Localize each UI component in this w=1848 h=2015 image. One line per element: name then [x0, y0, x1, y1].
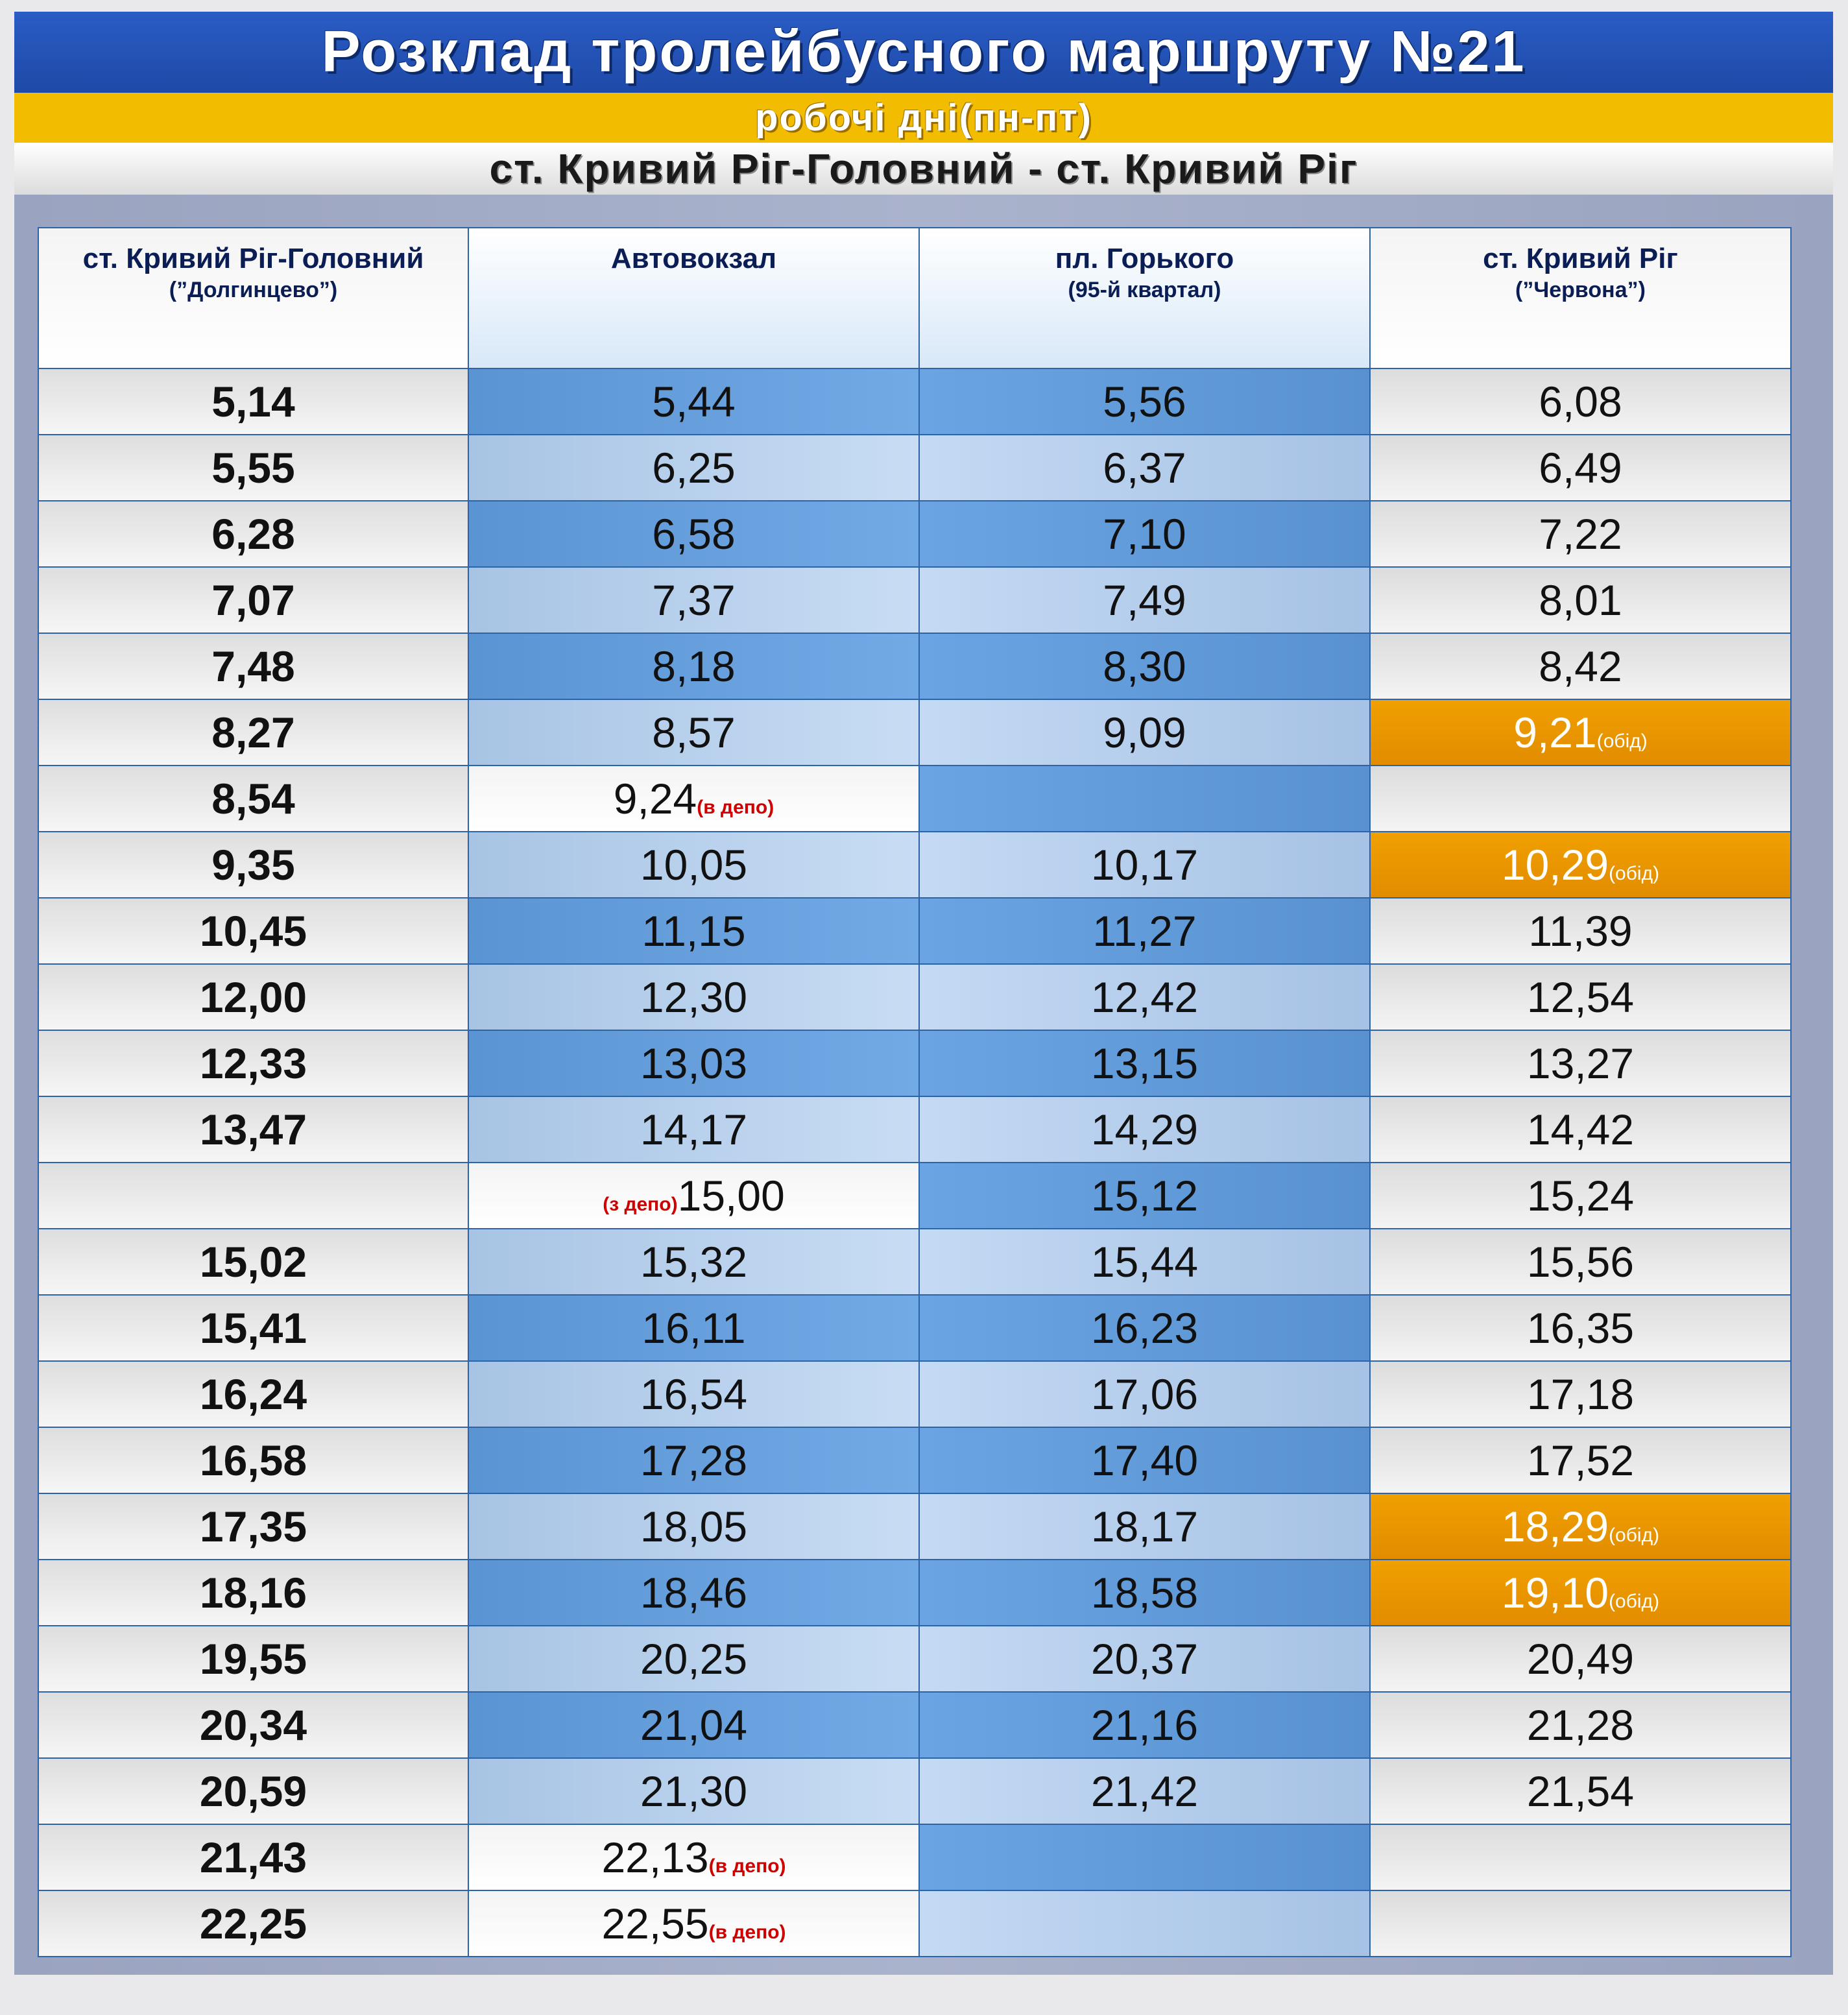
time-cell	[1370, 1890, 1791, 1957]
time-cell	[919, 766, 1370, 832]
time-cell	[1370, 1626, 1791, 1692]
departure-time: 15,00	[677, 1172, 785, 1220]
time-cell	[38, 1295, 468, 1361]
departure-time: 10,29	[1501, 841, 1609, 889]
to-depot-note: (в депо)	[697, 797, 774, 818]
time-cell	[468, 1824, 919, 1890]
time-cell	[38, 832, 468, 898]
departure-time: 7,22	[1539, 510, 1622, 558]
departure-time: 10,45	[199, 907, 307, 955]
time-cell	[468, 1758, 919, 1824]
departure-time: 20,59	[199, 1767, 307, 1815]
time-cell	[1370, 435, 1791, 501]
departure-time: 11,27	[1092, 907, 1197, 955]
time-cell	[919, 435, 1370, 501]
time-cell	[919, 1030, 1370, 1096]
departure-time: 20,37	[1090, 1635, 1199, 1683]
departure-time: 20,49	[1526, 1635, 1635, 1683]
departure-time: 8,01	[1539, 576, 1622, 624]
table-row	[38, 766, 1791, 832]
table-row	[38, 832, 1791, 898]
departure-time: 15,41	[199, 1304, 307, 1352]
table-row	[38, 1493, 1791, 1560]
time-cell	[1370, 1361, 1791, 1427]
time-cell	[468, 1427, 919, 1493]
departure-time: 21,43	[199, 1833, 307, 1881]
departure-time: 22,13	[601, 1833, 709, 1881]
time-cell	[1370, 832, 1791, 898]
table-row	[38, 1560, 1791, 1626]
departure-time: 12,00	[199, 973, 307, 1021]
departure-time: 6,37	[1103, 444, 1186, 492]
time-cell	[468, 1030, 919, 1096]
time-cell	[468, 1163, 919, 1229]
column-subname: (”Долгинцево”)	[169, 278, 338, 302]
time-cell	[919, 1560, 1370, 1626]
departure-time: 20,34	[199, 1701, 307, 1749]
time-cell	[1370, 1758, 1791, 1824]
column-header-stop-3	[919, 228, 1370, 368]
departure-time: 14,17	[640, 1105, 748, 1153]
route-bar	[14, 143, 1833, 195]
time-cell	[1370, 766, 1791, 832]
column-name: пл. Горького	[1055, 243, 1234, 274]
departure-time: 21,42	[1090, 1767, 1199, 1815]
table-row	[38, 1361, 1791, 1427]
departure-time: 7,10	[1103, 510, 1186, 558]
departure-time: 11,15	[642, 907, 746, 955]
column-subname: (95-й квартал)	[1068, 278, 1221, 302]
time-cell	[919, 1692, 1370, 1758]
time-cell	[468, 501, 919, 567]
time-cell	[919, 1361, 1370, 1427]
time-cell	[1370, 1427, 1791, 1493]
time-cell	[1370, 567, 1791, 633]
subtitle-banner	[14, 93, 1833, 143]
time-cell	[1370, 1824, 1791, 1890]
departure-time: 10,05	[640, 841, 748, 889]
page-title: Розклад тролейбусного маршруту №21	[321, 19, 1526, 84]
departure-time: 19,55	[199, 1635, 307, 1683]
departure-time: 9,09	[1103, 708, 1186, 756]
time-cell	[1370, 1096, 1791, 1163]
table-row	[38, 1890, 1791, 1957]
from-depot-note: (з депо)	[603, 1194, 678, 1215]
lunch-note: (обід)	[1609, 863, 1660, 884]
time-cell	[468, 832, 919, 898]
time-cell	[38, 368, 468, 435]
time-cell	[919, 699, 1370, 766]
time-cell	[38, 435, 468, 501]
departure-time: 13,03	[640, 1039, 748, 1087]
table-row	[38, 1229, 1791, 1295]
time-cell	[1370, 1692, 1791, 1758]
time-cell	[919, 501, 1370, 567]
table-row	[38, 898, 1791, 964]
column-header-stop-4	[1370, 228, 1791, 368]
time-cell	[468, 567, 919, 633]
time-cell	[38, 633, 468, 699]
time-cell	[919, 832, 1370, 898]
departure-time: 22,55	[601, 1900, 709, 1948]
time-cell	[468, 435, 919, 501]
time-cell	[1370, 1295, 1791, 1361]
table-row	[38, 368, 1791, 435]
departure-time: 17,06	[1090, 1370, 1199, 1418]
time-cell	[1370, 1163, 1791, 1229]
time-cell	[1370, 633, 1791, 699]
departure-time: 15,44	[1090, 1238, 1199, 1286]
departure-time: 5,44	[652, 378, 736, 426]
departure-time: 16,54	[640, 1370, 748, 1418]
time-cell	[468, 1692, 919, 1758]
departure-time: 18,46	[640, 1569, 748, 1617]
departure-time: 16,35	[1526, 1304, 1635, 1352]
time-cell	[468, 964, 919, 1030]
departure-time: 18,17	[1090, 1502, 1199, 1550]
departure-time: 15,12	[1090, 1172, 1199, 1220]
table-row	[38, 1626, 1791, 1692]
departure-time: 18,05	[640, 1502, 748, 1550]
departure-time: 13,15	[1090, 1039, 1199, 1087]
time-cell	[38, 567, 468, 633]
departure-time: 6,25	[652, 444, 736, 492]
route-name: ст. Кривий Ріг-Головний - ст. Кривий Ріг	[489, 145, 1358, 192]
departure-time: 8,42	[1539, 642, 1622, 690]
time-cell	[38, 501, 468, 567]
time-cell	[468, 1890, 919, 1957]
lunch-note: (обід)	[1609, 1591, 1660, 1612]
time-cell	[38, 1030, 468, 1096]
column-subname: (”Червона”)	[1515, 278, 1646, 302]
time-cell	[1370, 699, 1791, 766]
departure-time: 10,17	[1090, 841, 1199, 889]
time-cell	[919, 964, 1370, 1030]
departure-time: 21,54	[1526, 1767, 1635, 1815]
departure-time: 8,18	[652, 642, 736, 690]
departure-time: 15,02	[199, 1238, 307, 1286]
time-cell	[38, 1096, 468, 1163]
time-cell	[468, 1361, 919, 1427]
title-banner	[14, 12, 1833, 93]
time-cell	[38, 1560, 468, 1626]
time-cell	[468, 1295, 919, 1361]
time-cell	[38, 1427, 468, 1493]
table-row	[38, 699, 1791, 766]
header-row	[38, 228, 1791, 368]
time-cell	[468, 1096, 919, 1163]
time-cell	[38, 1692, 468, 1758]
departure-time: 8,54	[211, 775, 295, 823]
time-cell	[1370, 1030, 1791, 1096]
time-cell	[919, 567, 1370, 633]
departure-time: 8,27	[211, 708, 295, 756]
time-cell	[38, 964, 468, 1030]
time-cell	[919, 1493, 1370, 1560]
departure-time: 5,14	[211, 378, 295, 426]
departure-time: 17,18	[1526, 1370, 1635, 1418]
departure-time: 21,16	[1090, 1701, 1199, 1749]
departure-time: 8,57	[652, 708, 736, 756]
table-row	[38, 633, 1791, 699]
departure-time: 7,07	[211, 576, 295, 624]
departure-time: 16,11	[642, 1304, 746, 1352]
departure-time: 17,28	[640, 1436, 748, 1484]
table-row	[38, 1824, 1791, 1890]
departure-time: 21,28	[1526, 1701, 1635, 1749]
table-row	[38, 567, 1791, 633]
time-cell	[919, 1295, 1370, 1361]
departure-time: 13,27	[1526, 1039, 1635, 1087]
time-cell	[919, 1890, 1370, 1957]
departure-time: 12,30	[640, 973, 748, 1021]
departure-time: 14,29	[1090, 1105, 1199, 1153]
time-cell	[919, 1626, 1370, 1692]
departure-time: 6,28	[211, 510, 295, 558]
time-cell	[38, 1361, 468, 1427]
departure-time: 15,24	[1526, 1172, 1635, 1220]
time-cell	[919, 1427, 1370, 1493]
departure-time: 14,42	[1526, 1105, 1635, 1153]
time-cell	[468, 699, 919, 766]
departure-time: 15,32	[640, 1238, 748, 1286]
time-cell	[38, 1824, 468, 1890]
column-header-stop-2	[468, 228, 919, 368]
to-depot-note: (в депо)	[708, 1922, 786, 1943]
time-cell	[919, 898, 1370, 964]
departure-time: 19,10	[1501, 1569, 1609, 1617]
time-cell	[1370, 368, 1791, 435]
time-cell	[38, 1758, 468, 1824]
departure-time: 5,55	[211, 444, 295, 492]
departure-time: 15,56	[1526, 1238, 1635, 1286]
time-cell	[468, 898, 919, 964]
time-cell	[1370, 898, 1791, 964]
departure-time: 12,54	[1526, 973, 1635, 1021]
to-depot-note: (в депо)	[708, 1855, 786, 1877]
time-cell	[38, 1163, 468, 1229]
departure-time: 7,37	[652, 576, 736, 624]
departure-time: 9,21	[1513, 708, 1597, 756]
time-cell	[468, 633, 919, 699]
departure-time: 6,08	[1539, 378, 1622, 426]
departure-time: 22,25	[199, 1900, 307, 1948]
time-cell	[919, 1096, 1370, 1163]
departure-time: 21,04	[640, 1701, 748, 1749]
departure-time: 17,35	[199, 1502, 307, 1550]
schedule-days: робочі дні(пн-пт)	[755, 97, 1092, 139]
departure-time: 6,49	[1539, 444, 1622, 492]
table-row	[38, 1096, 1791, 1163]
departure-time: 20,25	[640, 1635, 748, 1683]
time-cell	[468, 1493, 919, 1560]
time-cell	[468, 1229, 919, 1295]
column-name: ст. Кривий Ріг-Головний	[82, 243, 424, 274]
time-cell	[38, 766, 468, 832]
departure-time: 16,23	[1090, 1304, 1199, 1352]
departure-time: 8,30	[1103, 642, 1186, 690]
departure-time: 18,16	[199, 1569, 307, 1617]
departure-time: 6,58	[652, 510, 736, 558]
time-cell	[38, 1229, 468, 1295]
time-cell	[1370, 1229, 1791, 1295]
lunch-note: (обід)	[1609, 1525, 1660, 1546]
time-cell	[468, 368, 919, 435]
departure-time: 18,29	[1501, 1502, 1609, 1550]
time-cell	[1370, 501, 1791, 567]
time-cell	[38, 1493, 468, 1560]
time-cell	[919, 368, 1370, 435]
time-cell	[919, 1758, 1370, 1824]
time-cell	[1370, 1560, 1791, 1626]
departure-time: 21,30	[640, 1767, 748, 1815]
time-cell	[919, 1824, 1370, 1890]
departure-time: 16,24	[199, 1370, 307, 1418]
departure-time: 11,39	[1528, 907, 1633, 955]
departure-time: 7,48	[211, 642, 295, 690]
table-row	[38, 1295, 1791, 1361]
time-cell	[919, 1229, 1370, 1295]
time-cell	[468, 766, 919, 832]
departure-time: 12,33	[199, 1039, 307, 1087]
table-row	[38, 435, 1791, 501]
departure-time: 9,24	[613, 775, 697, 823]
departure-time: 18,58	[1090, 1569, 1199, 1617]
time-cell	[468, 1560, 919, 1626]
table-row	[38, 1163, 1791, 1229]
schedule-table	[38, 227, 1792, 1957]
table-row	[38, 1030, 1791, 1096]
time-cell	[38, 699, 468, 766]
time-cell	[1370, 964, 1791, 1030]
departure-time: 13,47	[199, 1105, 307, 1153]
column-header-stop-1	[38, 228, 468, 368]
column-name: ст. Кривий Ріг	[1483, 243, 1678, 274]
time-cell	[919, 1163, 1370, 1229]
departure-time: 12,42	[1090, 973, 1199, 1021]
departure-time: 5,56	[1103, 378, 1186, 426]
departure-time: 17,40	[1090, 1436, 1199, 1484]
table-row	[38, 1427, 1791, 1493]
lunch-note: (обід)	[1596, 730, 1648, 752]
time-cell	[38, 1626, 468, 1692]
departure-time: 17,52	[1526, 1436, 1635, 1484]
time-cell	[468, 1626, 919, 1692]
departure-time: 9,35	[211, 841, 295, 889]
table-row	[38, 964, 1791, 1030]
table-row	[38, 1692, 1791, 1758]
table-row	[38, 501, 1791, 567]
schedule-rows	[38, 368, 1791, 1957]
time-cell	[1370, 1493, 1791, 1560]
departure-time: 16,58	[199, 1436, 307, 1484]
time-cell	[38, 1890, 468, 1957]
column-name: Автовокзал	[610, 243, 777, 274]
time-cell	[919, 633, 1370, 699]
departure-time: 7,49	[1103, 576, 1186, 624]
time-cell	[38, 898, 468, 964]
table-row	[38, 1758, 1791, 1824]
